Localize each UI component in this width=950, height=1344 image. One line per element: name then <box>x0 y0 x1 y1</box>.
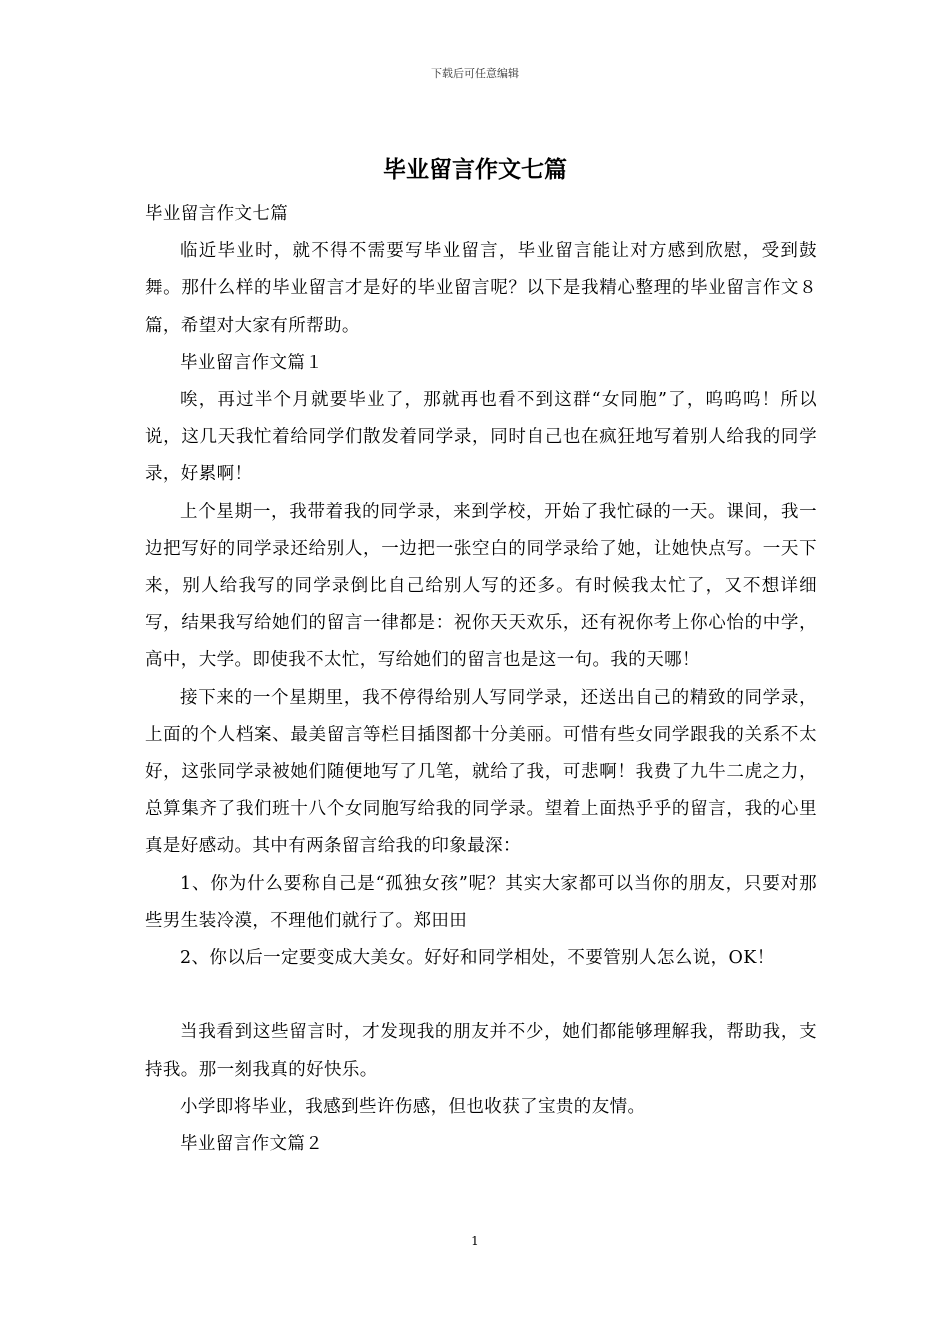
document-title: 毕业留言作文七篇 <box>383 156 567 183</box>
paragraph: 当我看到这些留言时，才发现我的朋友并不少，她们都能够理解我，帮助我，支持我。那一刻我真的好快乐。 <box>145 1022 817 1080</box>
page-header-note: 下载后可任意编辑 <box>431 67 519 80</box>
document-body <box>145 196 817 1163</box>
list-item-message-2: 2、你以后一定要变成大美女。好好和同学相处，不要管别人怎么说，OK！ <box>180 948 775 969</box>
page-number: 1 <box>471 1234 479 1248</box>
list-item-message-1: 1、你为什么要称自己是“孤独女孩”呢？其实大家都可以当你的朋友，只要对那些男生装冷漠，不理他们就行了。郑田田 <box>145 873 817 931</box>
paragraph: 上个星期一，我带着我的同学录，来到学校，开始了我忙碌的一天。课间，我一边把写好的同学录还给别人，一边把一张空白的同学录给了她，让她快点写。一天下来，别人给我写的同学录倒比自己给别人写的还多。有时候我太忙了，又不想详细写，结果我写给她们的留言一律都是：祝你天天欢乐，还有祝你考上你心怡的中学，高中，大学。即使我不太忙，写给她们的留言也是这一句。我的天哪！ <box>145 501 817 671</box>
section-heading-2: 毕业留言作文篇２ <box>180 1134 324 1155</box>
blank-line <box>145 977 817 1014</box>
paragraph-intro: 临近毕业时，就不得不需要写毕业留言，毕业留言能让对方感到欣慰，受到鼓舞。那什么样的毕业留言才是好的毕业留言呢？以下是我精心整理的毕业留言作文８篇，希望对大家有所帮助。 <box>145 241 817 336</box>
subtitle-line: 毕业留言作文七篇 <box>145 204 289 224</box>
paragraph: 接下来的一个星期里，我不停得给别人写同学录，还送出自己的精致的同学录，上面的个人档案、最美留言等栏目插图都十分美丽。可惜有些女同学跟我的关系不太好，这张同学录被她们随便地写了几笔，就给了我，可悲啊！我费了九牛二虎之力，总算集齐了我们班十八个女同胞写给我的同学录。望着上面热乎乎的留言，我的心里真是好感动。其中有两条留言给我的印象最深： <box>145 687 817 857</box>
paragraph: 唉，再过半个月就要毕业了，那就再也看不到这群“女同胞”了，呜呜呜！所以说，这几天我忙着给同学们散发着同学录，同时自己也在疯狂地写着别人给我的同学录，好累啊！ <box>145 390 817 485</box>
paragraph: 小学即将毕业，我感到些许伤感，但也收获了宝贵的友情。 <box>180 1096 646 1117</box>
section-heading-1: 毕业留言作文篇１ <box>180 352 324 373</box>
